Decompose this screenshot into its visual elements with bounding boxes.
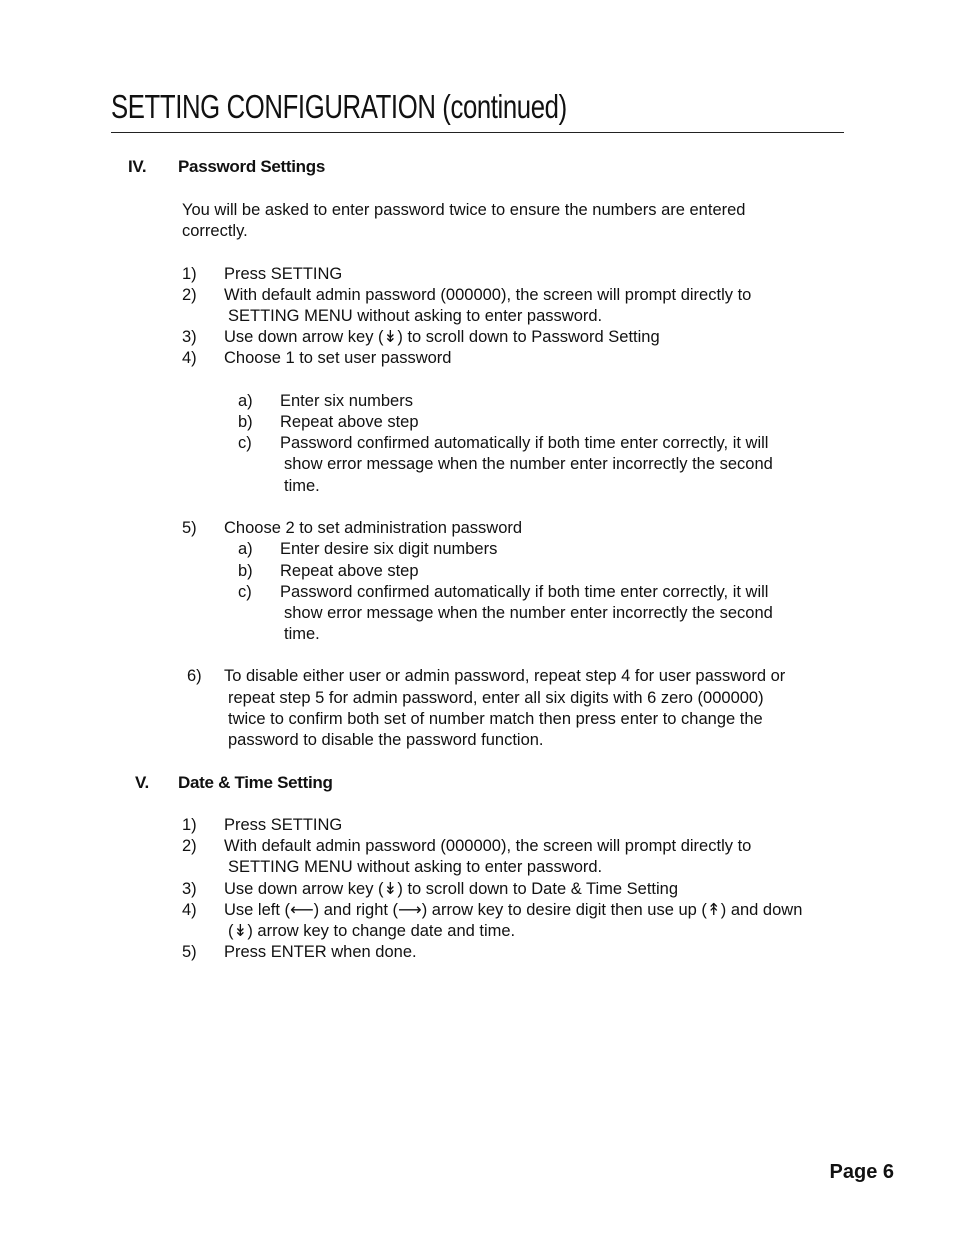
- page-title: SETTING CONFIGURATION (continued): [111, 88, 567, 125]
- step-number: 2): [182, 286, 197, 304]
- substep-text: show error message when the number enter incorrectly the second: [284, 604, 773, 622]
- substep-number: c): [238, 583, 252, 601]
- step-number: 3): [182, 328, 197, 346]
- section-title-password-settings: Password Settings: [178, 157, 325, 176]
- step-text: password to disable the password function.: [228, 731, 544, 749]
- step-text: Use down arrow key (↡) to scroll down to Date & Time Setting: [224, 880, 678, 898]
- substep-text: time.: [284, 477, 320, 495]
- step-text: Use left (⟵) and right (⟶) arrow key to desire digit then use up (↟) and down: [224, 901, 803, 919]
- step-text: twice to confirm both set of number match then press enter to change the: [228, 710, 763, 728]
- page-number: Page 6: [829, 1161, 894, 1183]
- substep-text: Enter desire six digit numbers: [280, 540, 498, 558]
- step-number: 3): [182, 880, 197, 898]
- step-text: Press SETTING: [224, 265, 343, 283]
- substep-text: Password confirmed automatically if both time enter correctly, it will: [280, 434, 769, 452]
- section-number: V.: [135, 773, 149, 792]
- step-number: 1): [182, 816, 197, 834]
- substep-number: a): [238, 392, 253, 410]
- step-text: Choose 2 to set administration password: [224, 519, 523, 537]
- step-text: (↡) arrow key to change date and time.: [228, 922, 516, 940]
- substep-text: Enter six numbers: [280, 392, 413, 410]
- substep-number: a): [238, 540, 253, 558]
- step-text: With default admin password (000000), the screen will prompt directly to: [224, 286, 752, 304]
- substep-number: c): [238, 434, 252, 452]
- substep-text: time.: [284, 625, 320, 643]
- step-number: 4): [182, 901, 197, 919]
- section-number: IV.: [128, 157, 147, 176]
- step-number: 4): [182, 349, 197, 367]
- intro-line: correctly.: [182, 222, 248, 240]
- intro-line: You will be asked to enter password twice to ensure the numbers are entered: [182, 201, 746, 219]
- step-text: SETTING MENU without asking to enter password.: [228, 307, 603, 325]
- step-number: 2): [182, 837, 197, 855]
- step-text: Choose 1 to set user password: [224, 349, 452, 367]
- step-text: Press SETTING: [224, 816, 343, 834]
- step-number: 6): [187, 667, 202, 685]
- step-text: To disable either user or admin password, repeat step 4 for user password or: [224, 667, 786, 685]
- step-number: 1): [182, 265, 197, 283]
- step-text: SETTING MENU without asking to enter password.: [228, 858, 603, 876]
- step-text: Press ENTER when done.: [224, 943, 417, 961]
- substep-text: Repeat above step: [280, 562, 419, 580]
- step-text: Use down arrow key (↡) to scroll down to Password Setting: [224, 328, 660, 346]
- title-rule: [111, 132, 844, 133]
- section-title-date-time-setting: Date & Time Setting: [178, 773, 333, 792]
- substep-text: Password confirmed automatically if both time enter correctly, it will: [280, 583, 769, 601]
- step-text: With default admin password (000000), the screen will prompt directly to: [224, 837, 752, 855]
- substep-number: b): [238, 413, 253, 431]
- step-number: 5): [182, 519, 197, 537]
- substep-number: b): [238, 562, 253, 580]
- step-text: repeat step 5 for admin password, enter all six digits with 6 zero (000000): [228, 689, 764, 707]
- substep-text: show error message when the number enter incorrectly the second: [284, 455, 773, 473]
- step-number: 5): [182, 943, 197, 961]
- substep-text: Repeat above step: [280, 413, 419, 431]
